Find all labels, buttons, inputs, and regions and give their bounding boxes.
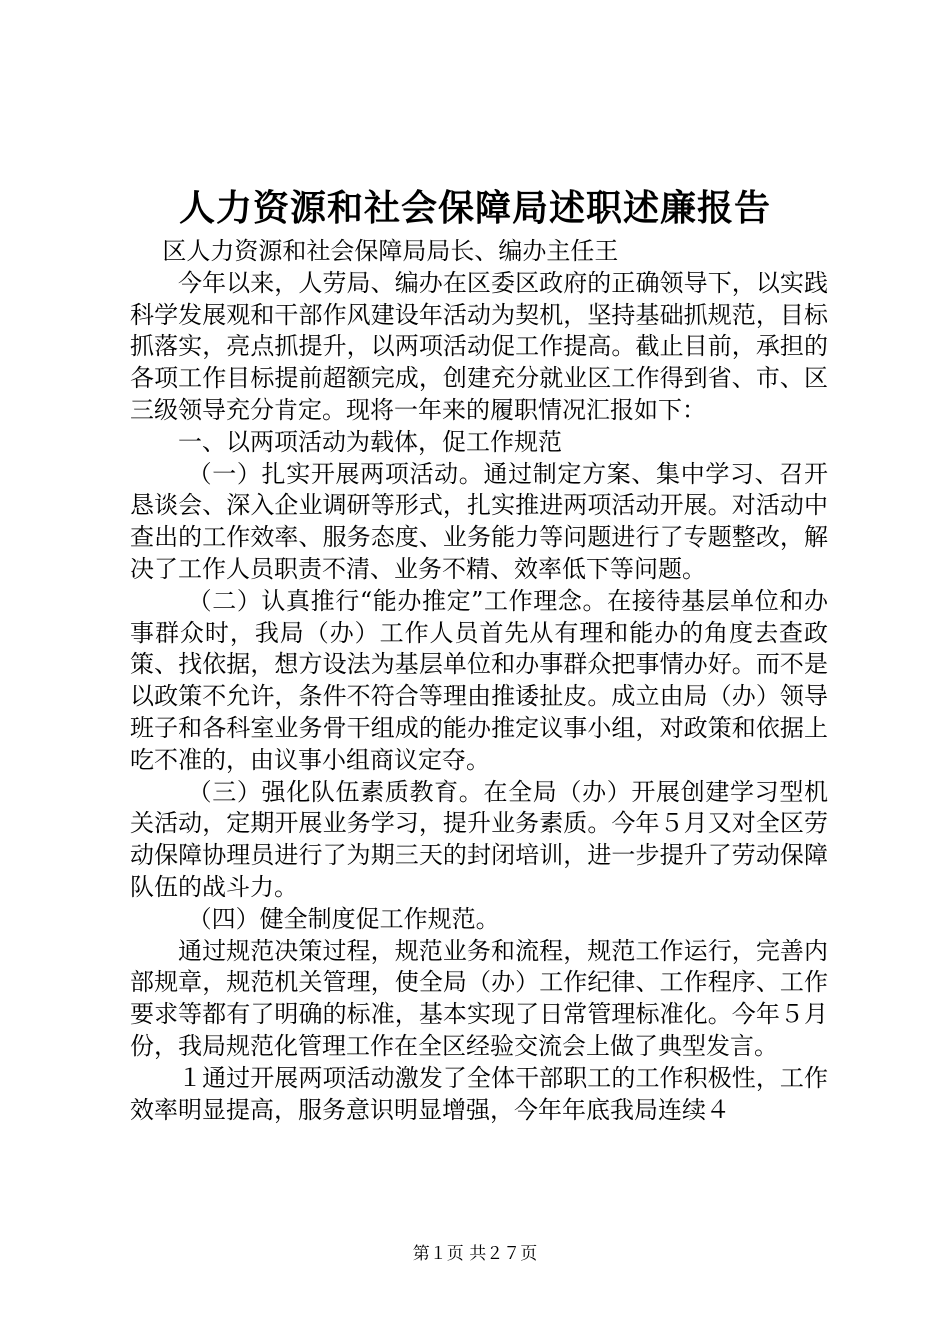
author-line: 区人力资源和社会保障局局长、编办主任王	[162, 237, 619, 265]
section-heading-1: 一、以两项活动为载体，促工作规范	[178, 427, 562, 456]
paragraph-item-2: （二）认真推行“能办推定”工作理念。在接待基层单位和办事群众时，我局（办）工作人员首先从有理和能办的角度去查政策、找依据，想方设法为基层单位和办事群众把事情办好。而不是以政策不允许，条件不符合等理由推诿扯皮。成立由局（办）领导班子和各科室业务骨干组成的能办推定议事小组，对政策和依据上吃不准的，由议事小组商议定夺。	[130, 586, 828, 774]
paragraph-regulation: 通过规范决策过程，规范业务和流程，规范工作运行，完善内部规章，规范机关管理，使全局（办）工作纪律、工作程序、工作要求等都有了明确的标准，基本实现了日常管理标准化。今年５月份，我局规范化管理工作在全区经验交流会上做了典型发言。	[130, 936, 828, 1060]
document-body	[130, 236, 828, 1126]
paragraph-item-1: （一）扎实开展两项活动。通过制定方案、集中学习、召开恳谈会、深入企业调研等形式，扎实推进两项活动开展。对活动中查出的工作效率、服务态度、业务能力等问题进行了专题整改，解决了工作人员职责不清、业务不精、效率低下等问题。	[130, 459, 828, 583]
paragraph-result: １通过开展两项活动激发了全体干部职工的工作积极性，工作效率明显提高，服务意识明显增强，今年年底我局连续４	[130, 1063, 828, 1124]
paragraph-item-3: （三）强化队伍素质教育。在全局（办）开展创建学习型机关活动，定期开展业务学习，提升业务素质。今年５月又对全区劳动保障协理员进行了为期三天的封闭培训，进一步提升了劳动保障队伍的战斗力。	[130, 777, 828, 901]
paragraph-intro: 今年以来，人劳局、编办在区委区政府的正确领导下，以实践科学发展观和干部作风建设年活动为契机，坚持基础抓规范，目标抓落实，亮点抓提升，以两项活动促工作提高。截止目前，承担的各项工作目标提前超额完成，创建充分就业区工作得到省、市、区三级领导充分肯定。现将一年来的履职情况汇报如下：	[130, 268, 828, 424]
paragraph-item-4: （四）健全制度促工作规范。	[187, 904, 500, 933]
document-title: 人力资源和社会保障局述职述廉报告	[178, 187, 771, 229]
page-footer: 第１页 共２７页	[412, 1244, 538, 1264]
